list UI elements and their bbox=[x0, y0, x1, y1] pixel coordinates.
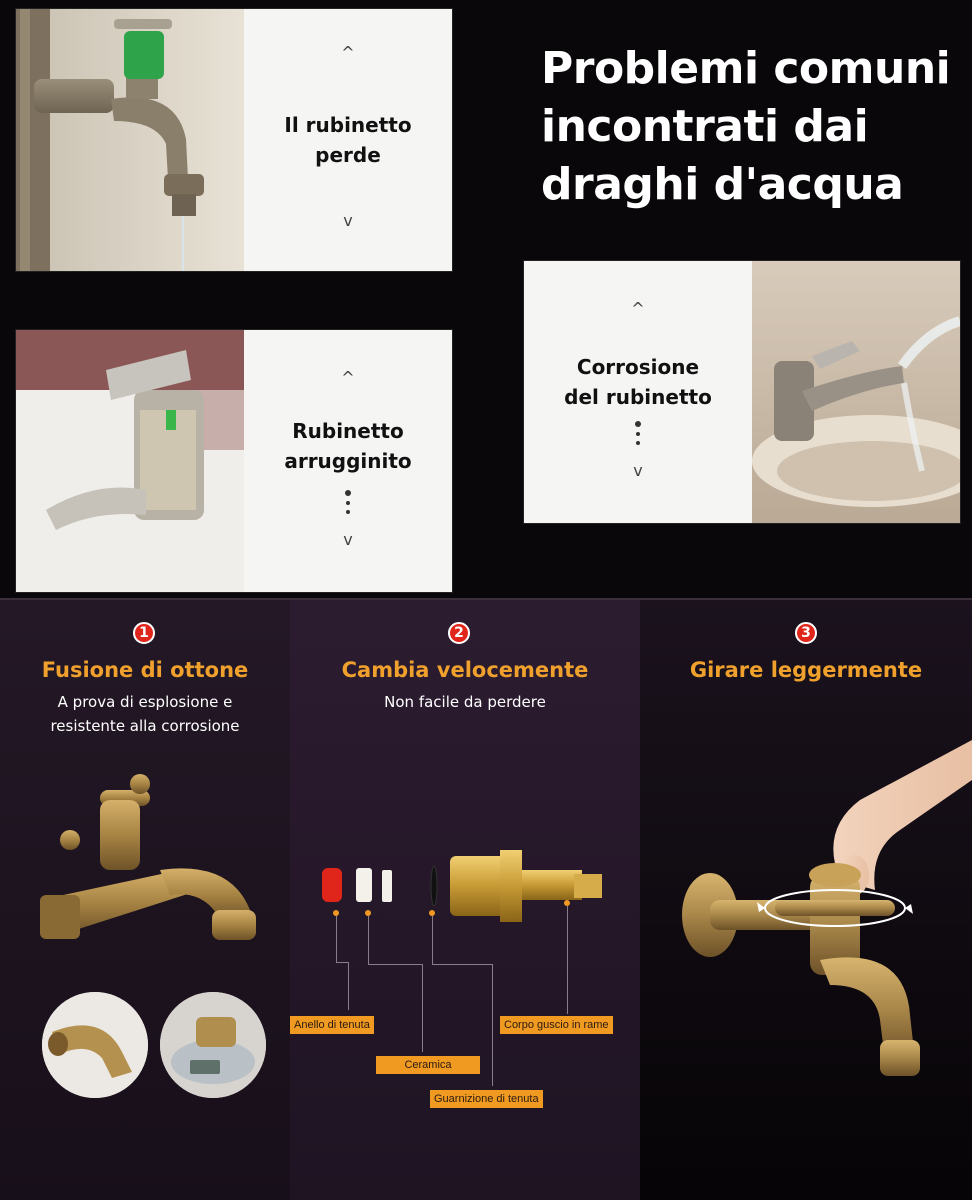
problem-card-leaking-text bbox=[244, 9, 452, 271]
problem-label-line1: Il rubinetto bbox=[284, 113, 412, 137]
feature-easy-turn bbox=[640, 600, 972, 1200]
features-section bbox=[0, 600, 972, 1200]
feature-title: Fusione di ottone bbox=[41, 658, 249, 682]
feature-title: Cambia velocemente bbox=[341, 658, 589, 682]
valve-parts-image bbox=[318, 844, 618, 934]
callout-line bbox=[336, 962, 348, 963]
chevron-up-icon: ^ bbox=[341, 368, 355, 387]
part-label-ceramic: Ceramica bbox=[376, 1056, 480, 1074]
part-label-copper-shell: Corpo guscio in rame bbox=[500, 1016, 613, 1034]
feature-brass-casting bbox=[0, 600, 290, 1200]
problem-card-rusty-text bbox=[244, 330, 452, 592]
turning-faucet-image bbox=[670, 740, 972, 1080]
more-dots-icon bbox=[635, 421, 641, 445]
problem-card-leaking bbox=[16, 9, 452, 271]
problem-label-line2: del rubinetto bbox=[564, 385, 712, 409]
chevron-down-icon: v bbox=[633, 461, 643, 480]
chevron-up-icon: ^ bbox=[631, 299, 645, 318]
feature-number-badge: 3 bbox=[795, 622, 817, 644]
feature-number-badge: 2 bbox=[448, 622, 470, 644]
callout-line bbox=[432, 916, 433, 964]
chevron-down-icon: v bbox=[343, 530, 353, 549]
chevron-up-icon: ^ bbox=[341, 43, 355, 62]
callout-line bbox=[567, 906, 568, 1014]
more-dots-icon bbox=[345, 490, 351, 514]
corroded-faucet-photo bbox=[752, 261, 960, 523]
chevron-down-icon: v bbox=[343, 211, 353, 230]
callout-line bbox=[432, 964, 492, 965]
page-title: Problemi comuni incontrati dai draghi d'acqua bbox=[541, 43, 951, 210]
problem-card-corrosion bbox=[524, 261, 960, 523]
callout-line bbox=[422, 964, 423, 1052]
callout-line bbox=[348, 962, 349, 1010]
callout-line bbox=[336, 916, 337, 962]
callout-line bbox=[368, 916, 369, 964]
feature-quick-change bbox=[290, 600, 640, 1200]
problem-label-line2: arrugginito bbox=[284, 449, 412, 473]
problems-section bbox=[0, 0, 972, 598]
problem-label-line1: Rubinetto bbox=[292, 419, 404, 443]
feature-number-badge: 1 bbox=[133, 622, 155, 644]
feature-description: Non facile da perdere bbox=[384, 693, 546, 711]
part-label-seal-ring: Anello di tenuta bbox=[290, 1016, 374, 1034]
feature-description: A prova di esplosione e resistente alla corrosione bbox=[50, 693, 240, 735]
problem-card-rusty bbox=[16, 330, 452, 592]
problem-card-corrosion-text bbox=[524, 261, 752, 523]
problem-label-line1: Corrosione bbox=[576, 355, 700, 379]
leaking-faucet-photo bbox=[16, 9, 244, 271]
spout-detail-image bbox=[42, 992, 148, 1098]
part-label-gasket: Guarnizione di tenuta bbox=[430, 1090, 543, 1108]
problem-label-line2: perde bbox=[315, 143, 381, 167]
callout-line bbox=[492, 964, 493, 1086]
feature-title: Girare leggermente bbox=[689, 658, 923, 682]
brass-faucet-image bbox=[40, 770, 270, 970]
callout-line bbox=[368, 964, 422, 965]
weight-scale-image bbox=[160, 992, 266, 1098]
rusty-faucet-photo bbox=[16, 330, 244, 592]
